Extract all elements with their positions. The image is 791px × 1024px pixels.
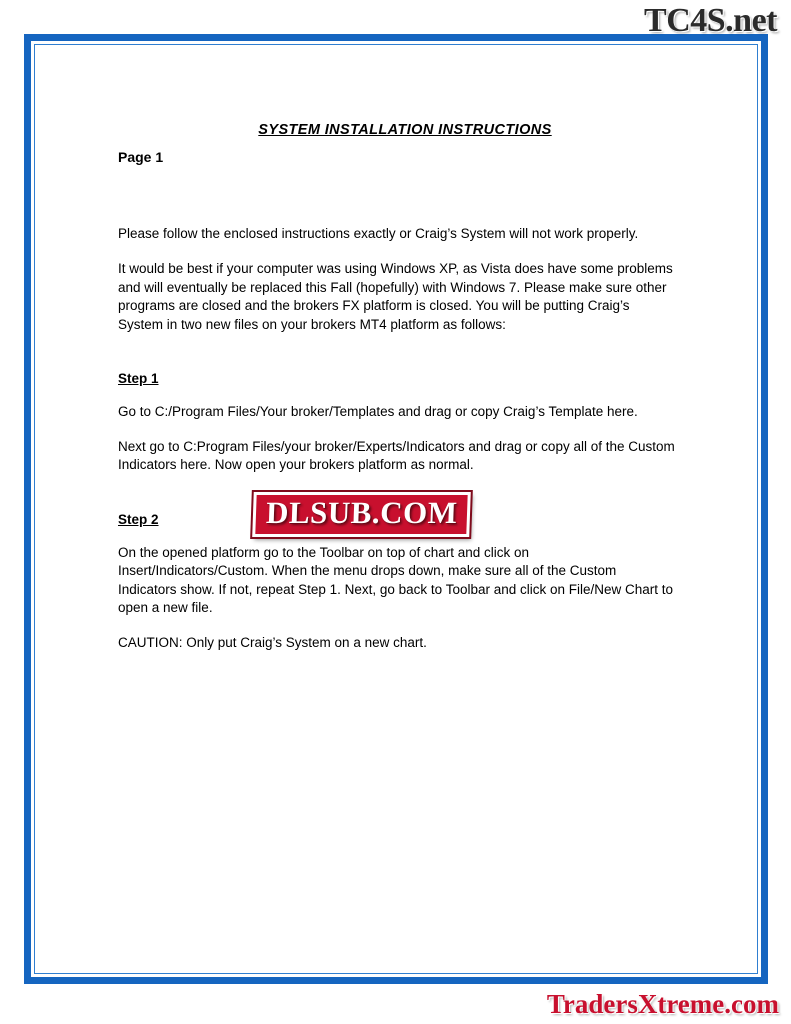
stamp-text: DLSUB.COM [265,495,459,530]
intro-paragraph-2: It would be best if your computer was using Windows XP, as Vista does have some problems and will eventually be replaced this Fall (hopefully) with Windows 7. Please make sure other programs are closed and the brokers FX platform is closed. You will be putting Craig’s System in two new files on your brokers MT4 platform as follows: [118,260,673,332]
step-2-caution: CAUTION: Only put Craig’s System on a new chart. [118,635,427,651]
top-right-watermark: TC4S.net [644,2,777,39]
bottom-right-watermark: TradersXtreme.com [546,989,779,1019]
title-spacer [118,167,678,225]
step-2-heading: Step 2 [118,511,159,527]
step-1-paragraph-2: Next go to C:Program Files/your broker/Experts/Indicators and drag or copy all of the Custom Indicators here. Now open your brokers platform as normal. [118,438,675,473]
intro-paragraph-1: Please follow the enclosed instructions exactly or Craig’s System will not work properly. [118,226,639,242]
step-1-heading: Step 1 [118,371,159,387]
center-watermark-stamp [253,492,470,537]
step-2-paragraph-1: On the opened platform go to the Toolbar on top of chart and click on Insert/Indicators/Custom. When the menu drops down, make sure all of the Custom Indicators show. If not, repeat Step 1. Next, go back to Toolbar and click on File/New Chart to open a new file. [118,544,674,616]
step1-spacer [118,350,678,370]
page-title: SYSTEM INSTALLATION INSTRUCTIONS [258,122,552,138]
document-body [118,120,678,669]
page-number-label: Page 1 [118,149,164,165]
stamp-border [252,492,471,537]
step-1-paragraph-1: Go to C:/Program Files/Your broker/Templates and drag or copy Craig’s Template here. [118,404,638,420]
